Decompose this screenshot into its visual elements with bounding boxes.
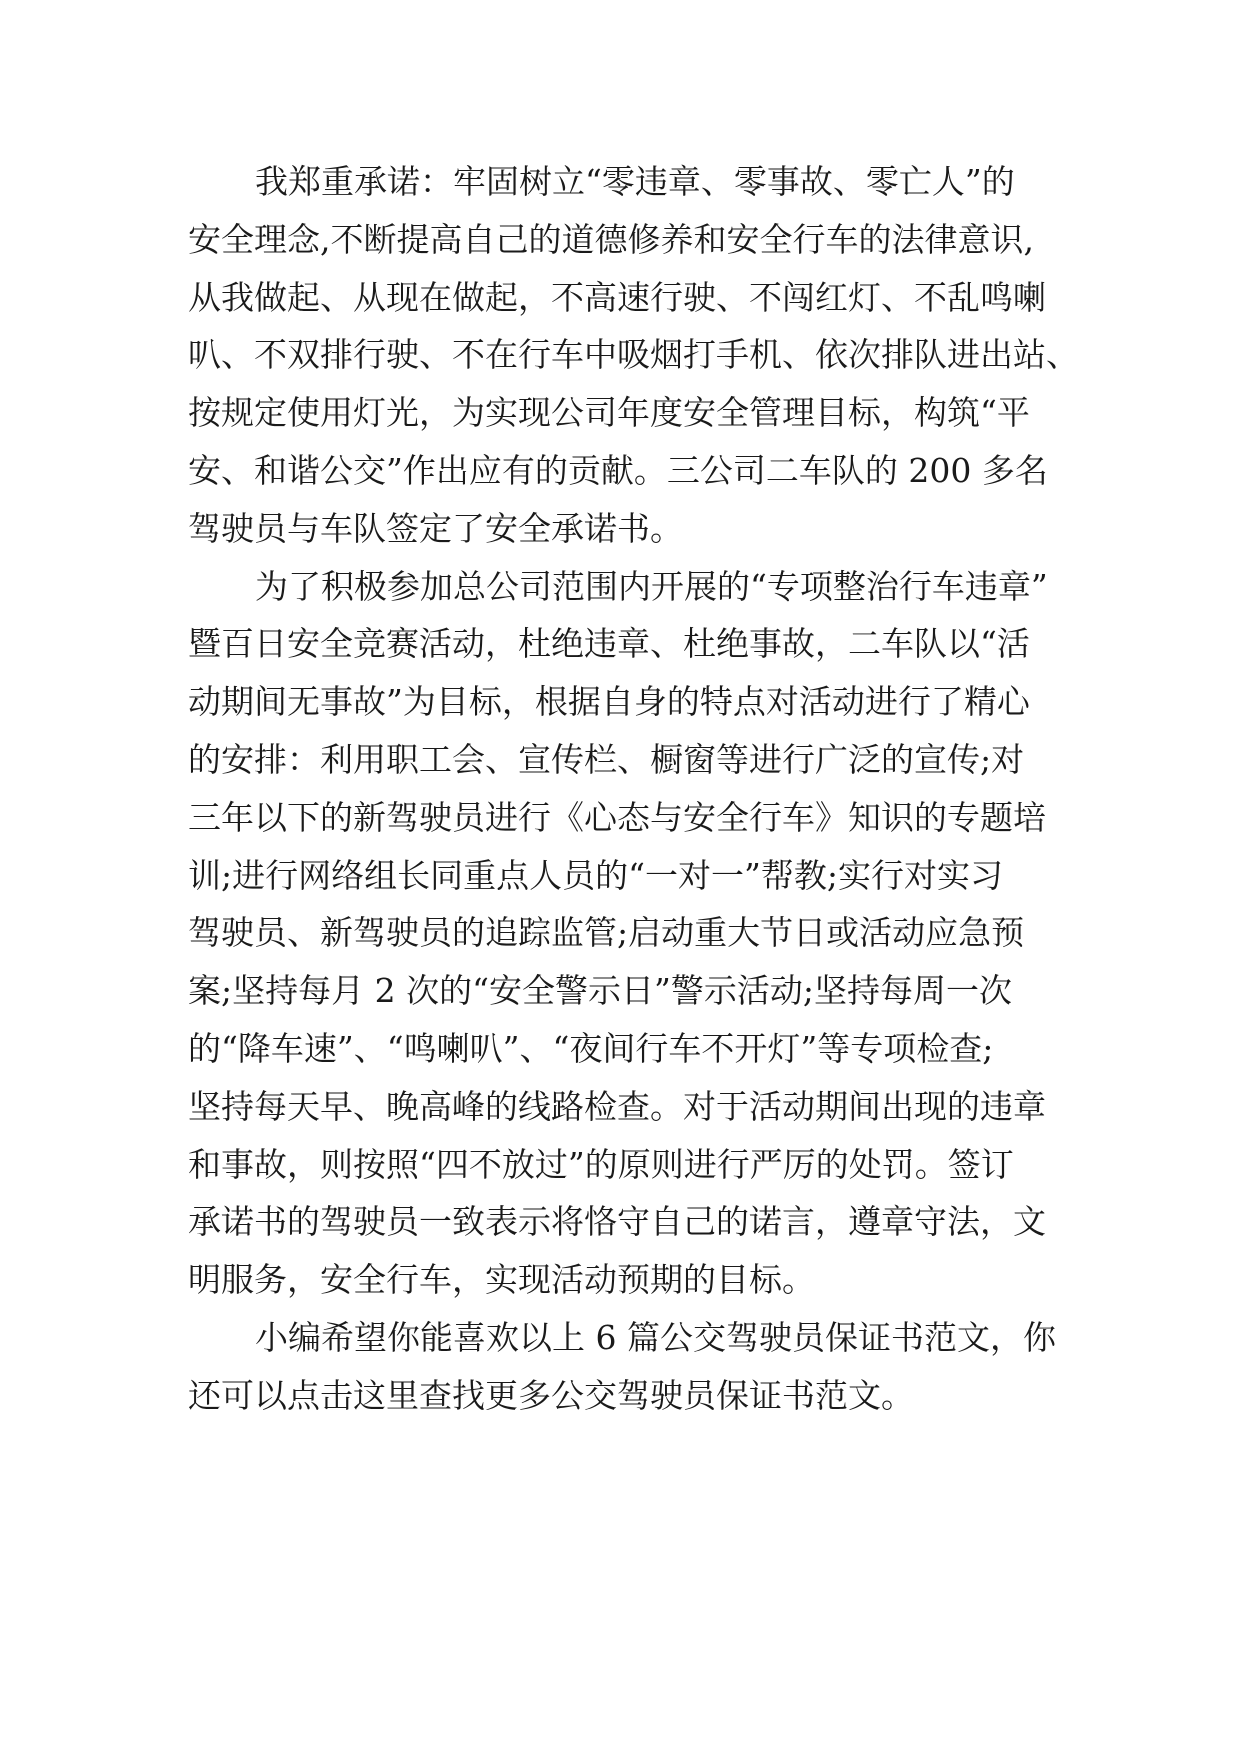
paragraph-line: 驾驶员与车队签定了安全承诺书。 (188, 508, 683, 548)
paragraph-line: 坚持每天早、晚高峰的线路检查。对于活动期间出现的违章 (188, 1086, 1046, 1126)
paragraph-3 (188, 1309, 1068, 1425)
paragraph-line: 小编希望你能喜欢以上 6 篇公交驾驶员保证书范文，你 (255, 1317, 1056, 1357)
document-body (188, 153, 1079, 1425)
paragraph-1 (188, 153, 1079, 558)
paragraph-line: 三年以下的新驾驶员进行《心态与安全行车》知识的专题培 (188, 797, 1046, 837)
paragraph-line: 明服务，安全行车，实现活动预期的目标。 (188, 1260, 815, 1300)
paragraph-line: 还可以点击这里查找更多公交驾驶员保证书范文。 (188, 1375, 914, 1415)
paragraph-line: 驾驶员、新驾驶员的追踪监管;启动重大节日或活动应急预 (188, 913, 1025, 953)
paragraph-line: 案;坚持每月 2 次的“安全警示日”警示活动;坚持每周一次 (188, 971, 1012, 1011)
paragraph-line: 按规定使用灯光，为实现公司年度安全管理目标，构筑“平 (188, 393, 1030, 433)
paragraph-line: 动期间无事故”为目标，根据自身的特点对活动进行了精心 (188, 682, 1030, 722)
paragraph-line: 的“降车速”、“鸣喇叭”、“夜间行车不开灯”等专项检查; (188, 1028, 994, 1068)
paragraph-line: 安、和谐公交”作出应有的贡献。三公司二车队的 200 多名 (188, 450, 1048, 490)
paragraph-line: 暨百日安全竞赛活动，杜绝违章、杜绝事故，二车队以“活 (188, 624, 1030, 664)
paragraph-line: 从我做起、从现在做起，不高速行驶、不闯红灯、不乱鸣喇 (188, 277, 1046, 317)
paragraph-line: 承诺书的驾驶员一致表示将恪守自己的诺言，遵章守法，文 (188, 1202, 1046, 1242)
paragraph-line: 训;进行网络组长同重点人员的“一对一”帮教;实行对实习 (188, 855, 1003, 895)
paragraph-line: 叭、不双排行驶、不在行车中吸烟打手机、依次排队进出站、 (188, 335, 1079, 375)
paragraph-2 (188, 558, 1068, 1309)
paragraph-line: 和事故，则按照“四不放过”的原则进行严厉的处罚。签订 (188, 1144, 1014, 1184)
paragraph-line: 的安排：利用职工会、宣传栏、橱窗等进行广泛的宣传;对 (188, 739, 1025, 779)
paragraph-line: 安全理念,不断提高自己的道德修养和安全行车的法律意识, (188, 219, 1034, 259)
paragraph-line: 我郑重承诺：牢固树立“零违章、零事故、零亡人”的 (255, 162, 1015, 201)
paragraph-line: 为了积极参加总公司范围内开展的“专项整治行车违章” (255, 566, 1048, 606)
